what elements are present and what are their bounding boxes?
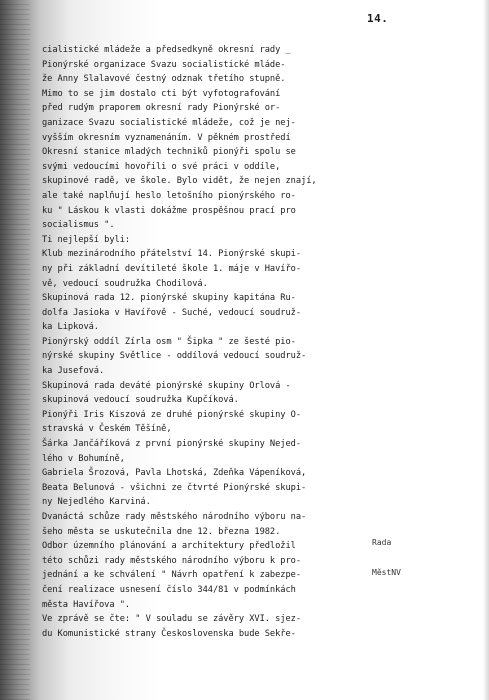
text-line: svými vedoucími hovořili o své práci v oddíle, xyxy=(42,161,281,172)
text-line: Šárka Jančáříková z první pionýrské skupiny Nejed- xyxy=(42,439,302,450)
text-line: nýrské skupiny Světlice - oddílová vedoucí soudruž- xyxy=(42,351,307,362)
text-line: Beata Belunová - všichni ze čtvrté Pionýrské skupi- xyxy=(42,482,307,493)
text-line: Ve zprávě se čte: " V souladu se závěry XVI. sjez- xyxy=(42,614,302,625)
text-line: Pionýrský oddíl Zírla osm " Šipka " ze šesté pio- xyxy=(42,336,296,347)
text-line: Odbor územního plánování a architektury předložil xyxy=(42,541,296,552)
text-line: ganizace Svazu socialistické mládeže, což je nej- xyxy=(42,117,296,128)
typewritten-text-body xyxy=(42,43,372,641)
page-number: 14. xyxy=(367,12,389,25)
margin-note-line: Rada xyxy=(372,538,392,547)
binding-shadow xyxy=(0,0,30,700)
text-line: Pionýrské organizace Svazu socialistické mláde- xyxy=(42,59,286,70)
text-line: Skupinová rada 12. pionýrské skupiny kapitána Ru- xyxy=(42,293,296,304)
text-line: před rudým praporem okresní rady Pionýrské or- xyxy=(42,103,281,114)
text-line: ale také naplňují heslo letošního pionýrského ro- xyxy=(42,190,296,201)
text-line: skupinová vedoucí soudružka Kupčíková. xyxy=(42,395,239,406)
text-line: vyšším okresním vyznamenáním. V pěkném prostředí xyxy=(42,132,291,143)
text-line: vě, vedoucí soudružka Chodilová. xyxy=(42,278,208,289)
text-line: ny Nejedlého Karviná. xyxy=(42,497,151,508)
margin-note xyxy=(372,518,401,598)
text-line: že Anny Slalavové čestný odznak třetího stupně. xyxy=(42,74,286,85)
text-line: stravská v Českém Těšíně, xyxy=(42,424,172,435)
text-line: Ti nejlepší byli: xyxy=(42,234,131,245)
text-line: Okresní stanice mladých techniků pionýři spolu se xyxy=(42,147,296,158)
text-line: du Komunistické strany Československa bude Sekře- xyxy=(42,628,296,639)
text-line: socialismus ". xyxy=(42,220,115,231)
text-line: cialistické mládeže a předsedkyně okresní rady _ xyxy=(42,45,291,55)
page-edge-shadow xyxy=(483,0,489,700)
text-line: šeho města se uskutečnila dne 12. března 1982. xyxy=(42,526,281,537)
text-line: města Havířova ". xyxy=(42,599,131,610)
text-line: Pionýři Iris Kiszová ze druhé pionýrské skupiny O- xyxy=(42,409,302,420)
text-line: jednání a ke schválení " Návrh opatření k zabezpe- xyxy=(42,570,302,581)
text-line: skupinové radě, ve škole. Bylo vidět, že nejen znají, xyxy=(42,176,317,187)
text-line: ny při základní devítileté škole 1. máje v Havířo- xyxy=(42,263,302,274)
text-line: ka Jusefová. xyxy=(42,366,105,377)
text-line: Gabriela Šrozová, Pavla Lhotská, Zdeňka Vápeníková, xyxy=(42,468,307,479)
text-line: dolfa Jasioka v Havířově - Suché, vedoucí soudruž- xyxy=(42,307,302,318)
text-line: ka Lipková. xyxy=(42,322,99,333)
text-line: této schůzi rady městského národního výboru k pro- xyxy=(42,555,302,566)
text-line: lého v Bohumíně, xyxy=(42,453,125,464)
text-line: ku " Láskou k vlasti dokážme prospěšnou prací pro xyxy=(42,205,296,216)
text-line: čení realizace usnesení číslo 344/81 v podmínkách xyxy=(42,584,296,595)
text-line: Mimo to se jim dostalo cti být vyfotografování xyxy=(42,88,281,99)
margin-note-line: MěstNV xyxy=(372,568,401,577)
text-line: Skupinová rada deváté pionýrské skupiny Orlová - xyxy=(42,380,291,391)
text-line: Klub mezinárodního přátelství 14. Pionýrské skupi- xyxy=(42,249,302,260)
text-line: Dvanáctá schůze rady městského národního výboru na- xyxy=(42,512,307,522)
